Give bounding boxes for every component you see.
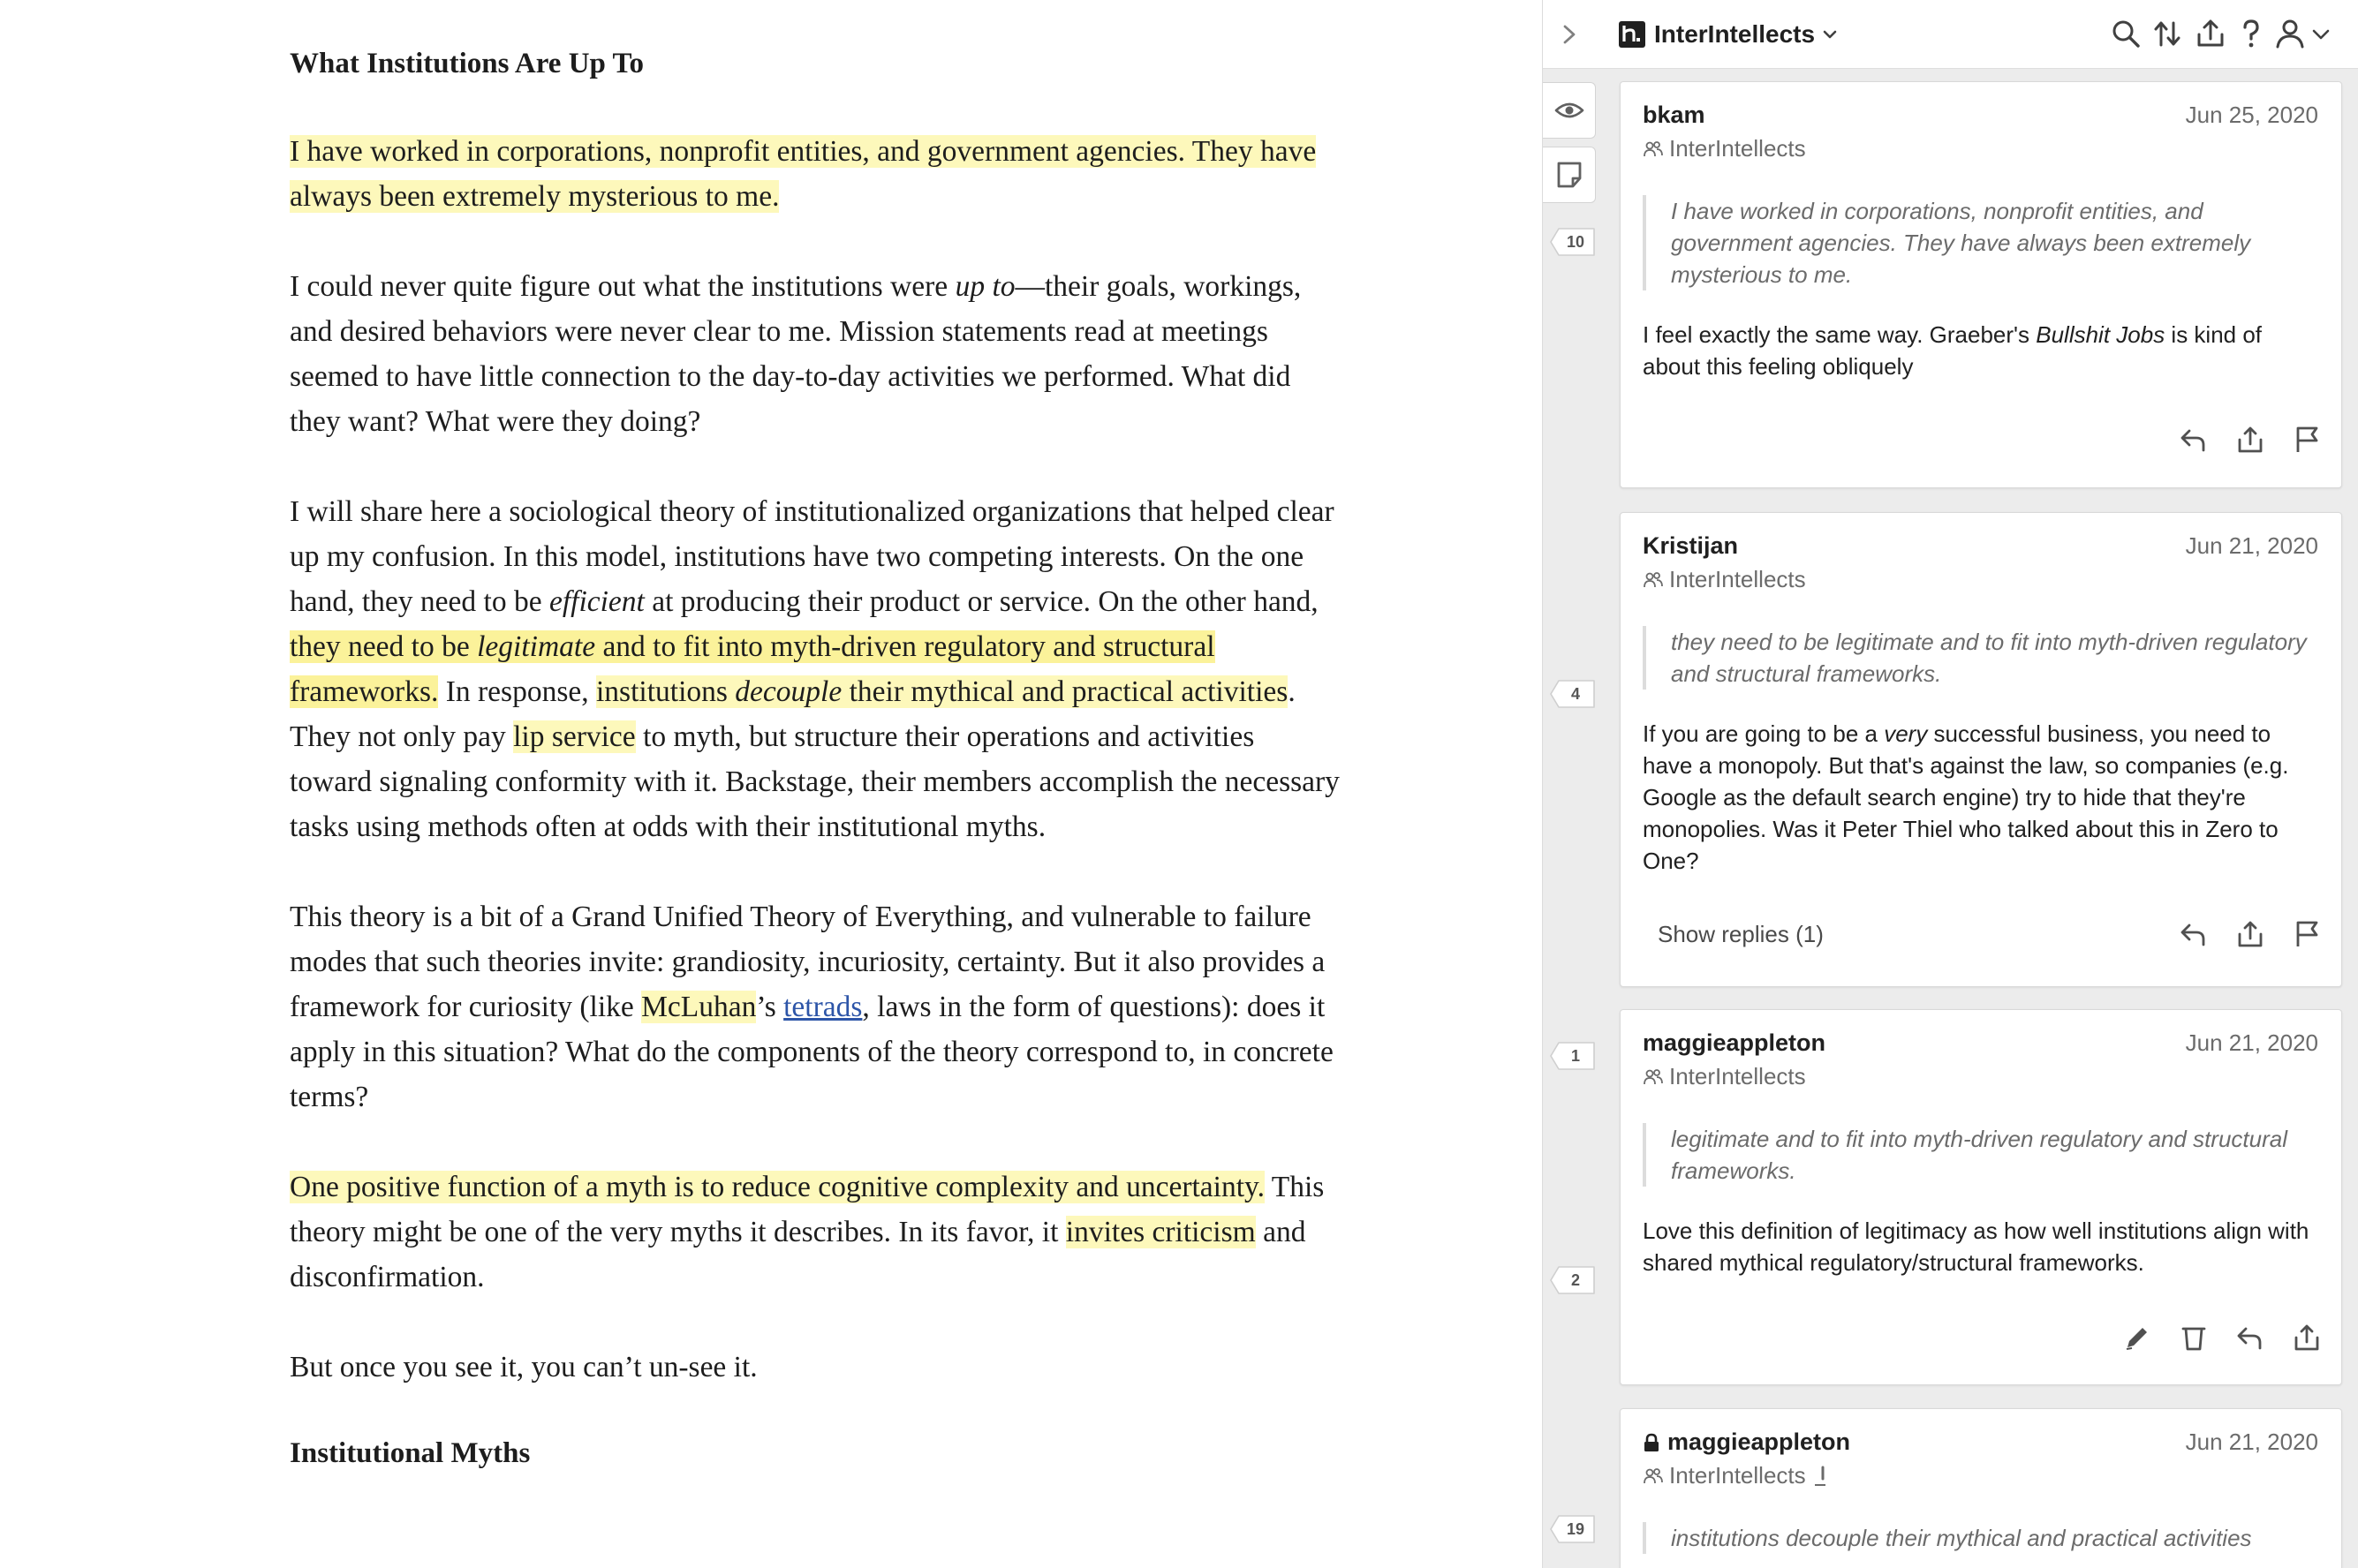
annotation-quote: I have worked in corporations, nonprofit entities, and government agencies. They have always been extremely mysterious to me. — [1643, 195, 2318, 290]
reply-button[interactable] — [2172, 418, 2216, 462]
annotation-date[interactable]: Jun 21, 2020 — [2185, 1029, 2318, 1056]
share-icon[interactable] — [2193, 16, 2228, 51]
section-heading: Institutional Myths — [290, 1437, 531, 1469]
flag-button[interactable] — [2285, 418, 2329, 462]
annotation-count-badge[interactable]: 19 — [1550, 1515, 1596, 1543]
tetrads-link[interactable]: tetrads — [783, 991, 863, 1023]
group-name: InterIntellects — [1654, 20, 1816, 48]
collapse-sidebar-button[interactable] — [1555, 19, 1583, 49]
annotation-group: InterIntellects — [1643, 135, 1806, 162]
help-icon[interactable] — [2233, 16, 2269, 51]
flag-button[interactable] — [2285, 912, 2329, 956]
section-heading: What Institutions Are Up To — [290, 48, 645, 79]
annotation-actions — [2172, 912, 2329, 956]
annotation-quote: they need to be legitimate and to fit into myth-driven regulatory and structural frameworks. — [1643, 626, 2318, 690]
group-icon — [1643, 1067, 1664, 1088]
reply-button[interactable] — [2172, 912, 2216, 956]
annotation-sidebar — [1542, 0, 2358, 1568]
annotation-card[interactable] — [1620, 512, 2342, 987]
user-account-icon[interactable] — [2272, 16, 2308, 51]
group-icon — [1643, 139, 1664, 160]
annotation-quote: institutions decouple their mythical and practical activities — [1643, 1522, 2318, 1554]
edit-button[interactable] — [2115, 1315, 2159, 1360]
reply-icon — [2179, 919, 2209, 949]
paragraph-4: This theory is a bit of a Grand Unified Theory of Everything, and vulnerable to failure modes that such theories invite: grandiosity, incuriosity, certainty. But it also provides a framework for curiosity (like McLuhan’s tetrads, laws in the form of questions): does it apply in this situation? What do the components of the theory correspond to, in concrete terms? — [290, 901, 1334, 1113]
toggle-highlights-button[interactable] — [1543, 82, 1596, 139]
group-selector[interactable] — [1619, 18, 1840, 51]
note-icon — [1553, 159, 1585, 191]
private-warning-icon — [1813, 1466, 1829, 1487]
annotation-body: If you are going to be a very successful business, you need to have a monopoly. But that's against the law, so companies (e.g. Google as the default search engine) try to hide that they're monopolies. Was it Peter Thiel who talked about this in Zero to One? — [1643, 720, 2289, 874]
paragraph-1 — [290, 129, 1341, 219]
share-button[interactable] — [2228, 418, 2272, 462]
chevron-right-icon — [1555, 19, 1583, 49]
share-icon — [2235, 919, 2265, 949]
group-icon — [1643, 569, 1664, 591]
share-icon — [2235, 425, 2265, 455]
article — [290, 42, 1341, 1474]
flag-icon — [2292, 919, 2322, 949]
annotation-count-badge[interactable]: 2 — [1550, 1266, 1596, 1294]
annotation-group: InterIntellects — [1643, 566, 1806, 593]
show-replies-button[interactable]: Show replies (1) — [1658, 921, 1824, 947]
annotation-body: I feel exactly the same way. Graeber's Bullshit Jobs is kind of about this feeling obliquely — [1643, 321, 2263, 380]
chevron-down-icon — [1820, 25, 1840, 44]
annotation-user[interactable]: maggieappleton — [1643, 1029, 1826, 1056]
annotation-highlight[interactable]: I have worked in corporations, nonprofit entities, and government agencies. They have always been extremely mysterious to me. — [290, 135, 1317, 213]
annotation-user[interactable]: bkam — [1643, 102, 1705, 128]
chevron-down-icon[interactable] — [2309, 16, 2332, 51]
paragraph-6: But once you see it, you can’t un-see it. — [290, 1351, 758, 1383]
annotation-count-badge[interactable]: 1 — [1550, 1042, 1596, 1070]
delete-button[interactable] — [2172, 1315, 2216, 1360]
annotation-highlight[interactable]: they need to be legitimate and to fit into myth-driven regulatory and structural frameworks. — [290, 630, 1215, 708]
lock-icon — [1643, 1433, 1660, 1452]
annotation-date[interactable]: Jun 21, 2020 — [2185, 1429, 2318, 1455]
annotation-card[interactable] — [1620, 81, 2342, 488]
annotation-group: InterIntellects — [1643, 1462, 1834, 1489]
annotation-actions — [2172, 418, 2329, 462]
annotation-card[interactable] — [1620, 1009, 2342, 1385]
annotation-body: Love this definition of legitimacy as how well institutions align with shared mythical regulatory/structural frameworks. — [1643, 1217, 2309, 1276]
annotation-highlight[interactable]: McLuhan — [641, 991, 757, 1023]
trash-icon — [2179, 1323, 2209, 1353]
annotation-highlight[interactable]: institutions decouple their mythical and practical activities — [596, 675, 1289, 708]
share-button[interactable] — [2285, 1315, 2329, 1360]
annotation-count-badge[interactable]: 10 — [1550, 228, 1596, 256]
sort-icon[interactable] — [2150, 16, 2186, 51]
annotation-card[interactable] — [1620, 1408, 2342, 1568]
reply-icon — [2179, 425, 2209, 455]
paragraph-3: I will share here a sociological theory of institutionalized organizations that helped clear up my confusion. In this model, institutions have two competing interests. On the one hand, they need to be efficient at producing their product or service. On the other hand, they need to be legitimate and to fit into myth-driven regulatory and structural frameworks. In response, institutions decouple their mythical and practical activities. They not only pay lip service to myth, but structure their operations and activities toward signaling conformity with it. Backstage, their members accomplish the necessary tasks using methods often at odds with their institutional myths. — [290, 495, 1340, 843]
reply-button[interactable] — [2228, 1315, 2272, 1360]
group-icon — [1643, 1466, 1664, 1487]
paragraph-2: I could never quite figure out what the institutions were up to—their goals, workings, and desired behaviors were never clear to me. Mission statements read at meetings seemed to have little connection to the day-to-day activities we performed. What did they want? What were they doing? — [290, 270, 1302, 438]
pencil-icon — [2122, 1323, 2152, 1353]
annotation-group: InterIntellects — [1643, 1063, 1806, 1090]
annotation-count-badge[interactable]: 4 — [1550, 680, 1596, 708]
share-button[interactable] — [2228, 912, 2272, 956]
annotation-date[interactable]: Jun 25, 2020 — [2185, 102, 2318, 128]
annotation-user[interactable]: maggieappleton — [1643, 1429, 1850, 1456]
reply-icon — [2235, 1323, 2265, 1353]
annotation-highlight[interactable]: One positive function of a myth is to reduce cognitive complexity and uncertainty. — [290, 1171, 1265, 1203]
sidebar-topbar — [1543, 0, 2358, 69]
hypothesis-logo-icon — [1619, 21, 1645, 48]
flag-icon — [2292, 425, 2322, 455]
share-icon — [2292, 1323, 2322, 1353]
new-page-note-button[interactable] — [1543, 147, 1596, 203]
eye-icon — [1553, 94, 1585, 126]
annotation-quote: legitimate and to fit into myth-driven regulatory and structural frameworks. — [1643, 1123, 2318, 1187]
annotation-actions — [2115, 1315, 2329, 1360]
annotation-date[interactable]: Jun 21, 2020 — [2185, 532, 2318, 559]
search-icon[interactable] — [2108, 16, 2143, 51]
annotation-user[interactable]: Kristijan — [1643, 532, 1739, 559]
annotation-highlight[interactable]: invites criticism — [1065, 1216, 1256, 1248]
annotation-highlight[interactable]: lip service — [513, 720, 636, 753]
paragraph-5: One positive function of a myth is to reduce cognitive complexity and uncertainty. This theory might be one of the very myths it describes. In its favor, it invites criticism and disconfirmation. — [290, 1171, 1325, 1293]
